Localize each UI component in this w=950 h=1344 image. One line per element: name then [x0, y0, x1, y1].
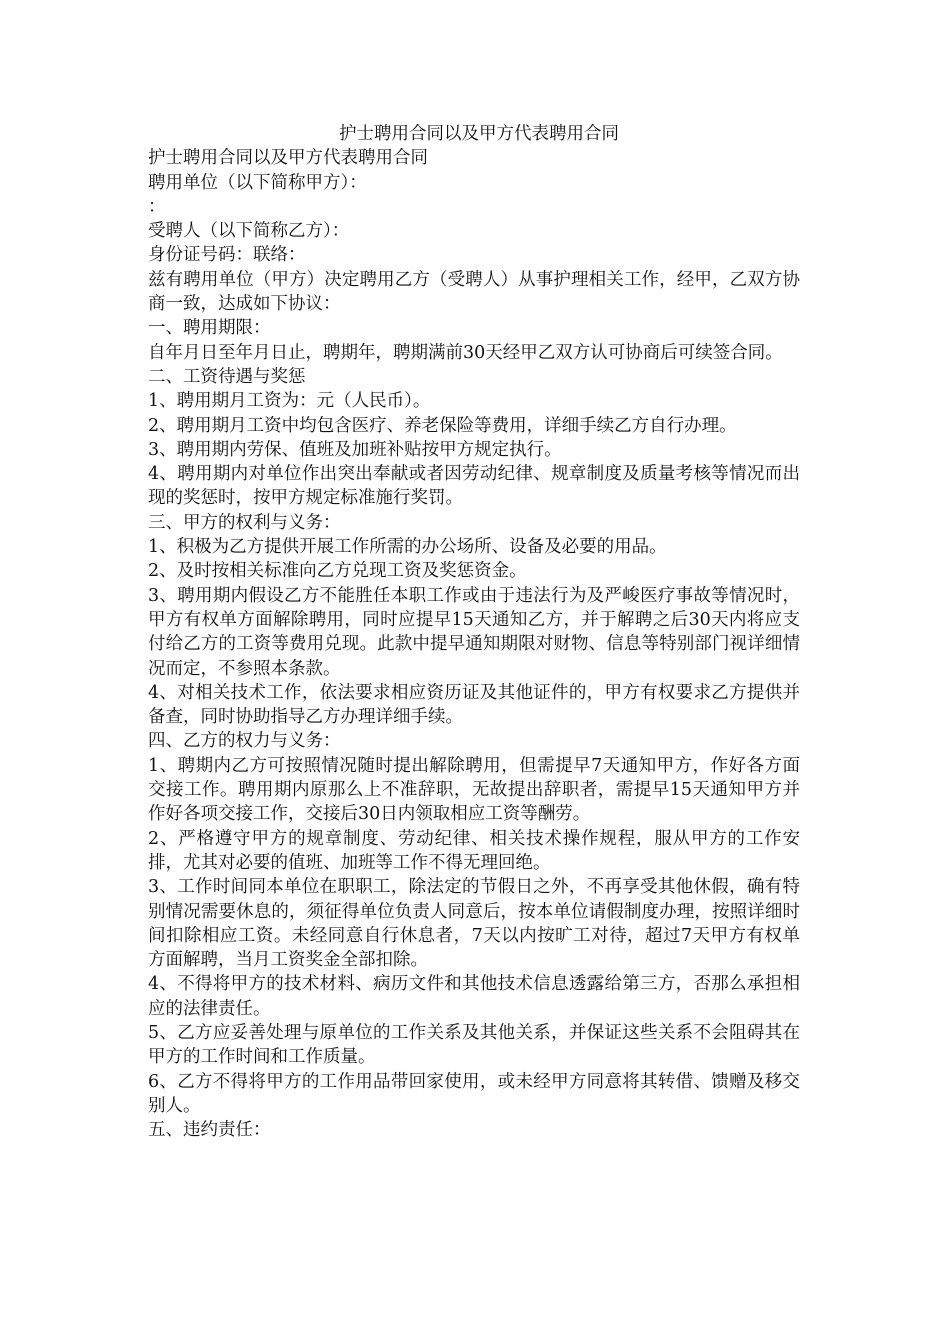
document-page [148, 122, 800, 1142]
subtitle-line: 护士聘用合同以及甲方代表聘用合同 [148, 148, 428, 169]
employer-item-2: 2、及时按相关标准向乙方兑现工资及奖惩资金。 [148, 561, 527, 582]
employer-line: 聘用单位（以下简称甲方）： [148, 172, 367, 193]
section-heading-employer-rights: 三、甲方的权利与义务： [148, 512, 341, 533]
salary-item-3: 3、聘用期内劳保、值班及加班补贴按甲方规定执行。 [148, 439, 562, 460]
salary-item-4: 4、聘用期内对单位作出突出奉献或者因劳动纪律、规章制度及质量考核等情况而出现的奖惩时，按甲方规定标准施行奖罚。 [148, 464, 800, 509]
section-heading-employee-rights: 四、乙方的权力与义务： [148, 731, 341, 752]
intro-paragraph: 兹有聘用单位（甲方）决定聘用乙方（受聘人）从事护理相关工作，经甲，乙双方协商一致，达成如下协议： [148, 269, 800, 315]
employee-item-2: 2、严格遵守甲方的规章制度、劳动纪律、相关技术操作规程，服从甲方的工作安排，尤其对必要的值班、加班等工作不得无理回绝。 [148, 828, 800, 873]
term-paragraph: 自年月日至年月日止，聘期年，聘期满前30天经甲乙双方认可协商后可续签合同。 [148, 342, 783, 363]
document-title: 护士聘用合同以及甲方代表聘用合同 [339, 124, 619, 144]
employee-item-6: 6、乙方不得将甲方的工作用品带回家使用，或未经甲方同意将其转借、馈赠及移交别人。 [148, 1071, 800, 1116]
employee-item-3: 3、工作时间同本单位在职职工，除法定的节假日之外，不再享受其他休假，确有特别情况需要休息的，须征得单位负责人同意后，按本单位请假制度办理，按照详细时间扣除相应工资。未经同意自行休息者，7天以内按旷工对待，超过7天甲方有权单方面解聘，当月工资奖金全部扣除。 [148, 877, 800, 971]
employee-item-4: 4、不得将甲方的技术材料、病历文件和其他技术信息透露给第三方，否那么承担相应的法律责任。 [148, 974, 800, 1019]
employee-item-5: 5、乙方应妥善处理与原单位的工作关系及其他关系，并保证这些关系不会阻碍其在甲方的工作时间和工作质量。 [148, 1022, 800, 1068]
employer-item-3: 3、聘用期内假设乙方不能胜任本职工作或由于违法行为及严峻医疗事故等情况时，甲方有权单方面解除聘用，同时应提早15天通知乙方，并于解聘之后30天内将应支付给乙方的工资等费用兑现。此款中提早通知期限对财物、信息等特别部门视详细情况而定，不参照本条款。 [148, 585, 800, 679]
employer-item-4: 4、对相关技术工作，依法要求相应资历证及其他证件的，甲方有权要求乙方提供并备查，同时协助指导乙方办理详细手续。 [148, 682, 800, 728]
id-contact-line: 身份证号码：联络： [148, 245, 306, 266]
section-heading-liability: 五、违约责任： [148, 1120, 271, 1141]
employee-line: 受聘人（以下简称乙方）： [148, 221, 350, 242]
employer-item-1: 1、积极为乙方提供开展工作所需的办公场所、设备及必要的用品。 [148, 537, 667, 558]
salary-item-1: 1、聘用期月工资为：元（人民币）。 [148, 391, 431, 412]
employee-item-1: 1、聘期内乙方可按照情况随时提出解除聘用，但需提早7天通知甲方，作好各方面交接工作。聘用期内原那么上不准辞职，无故提出辞职者，需提早15天通知甲方并作好各项交接工作，交接后30日内领取相应工资等酬劳。 [148, 755, 800, 825]
section-heading-salary: 二、工资待遇与奖惩 [148, 366, 306, 387]
section-heading-term: 一、聘用期限： [148, 318, 271, 339]
colon-line: ： [148, 196, 166, 217]
salary-item-2: 2、聘用期月工资中均包含医疗、养老保险等费用，详细手续乙方自行办理。 [148, 415, 737, 436]
